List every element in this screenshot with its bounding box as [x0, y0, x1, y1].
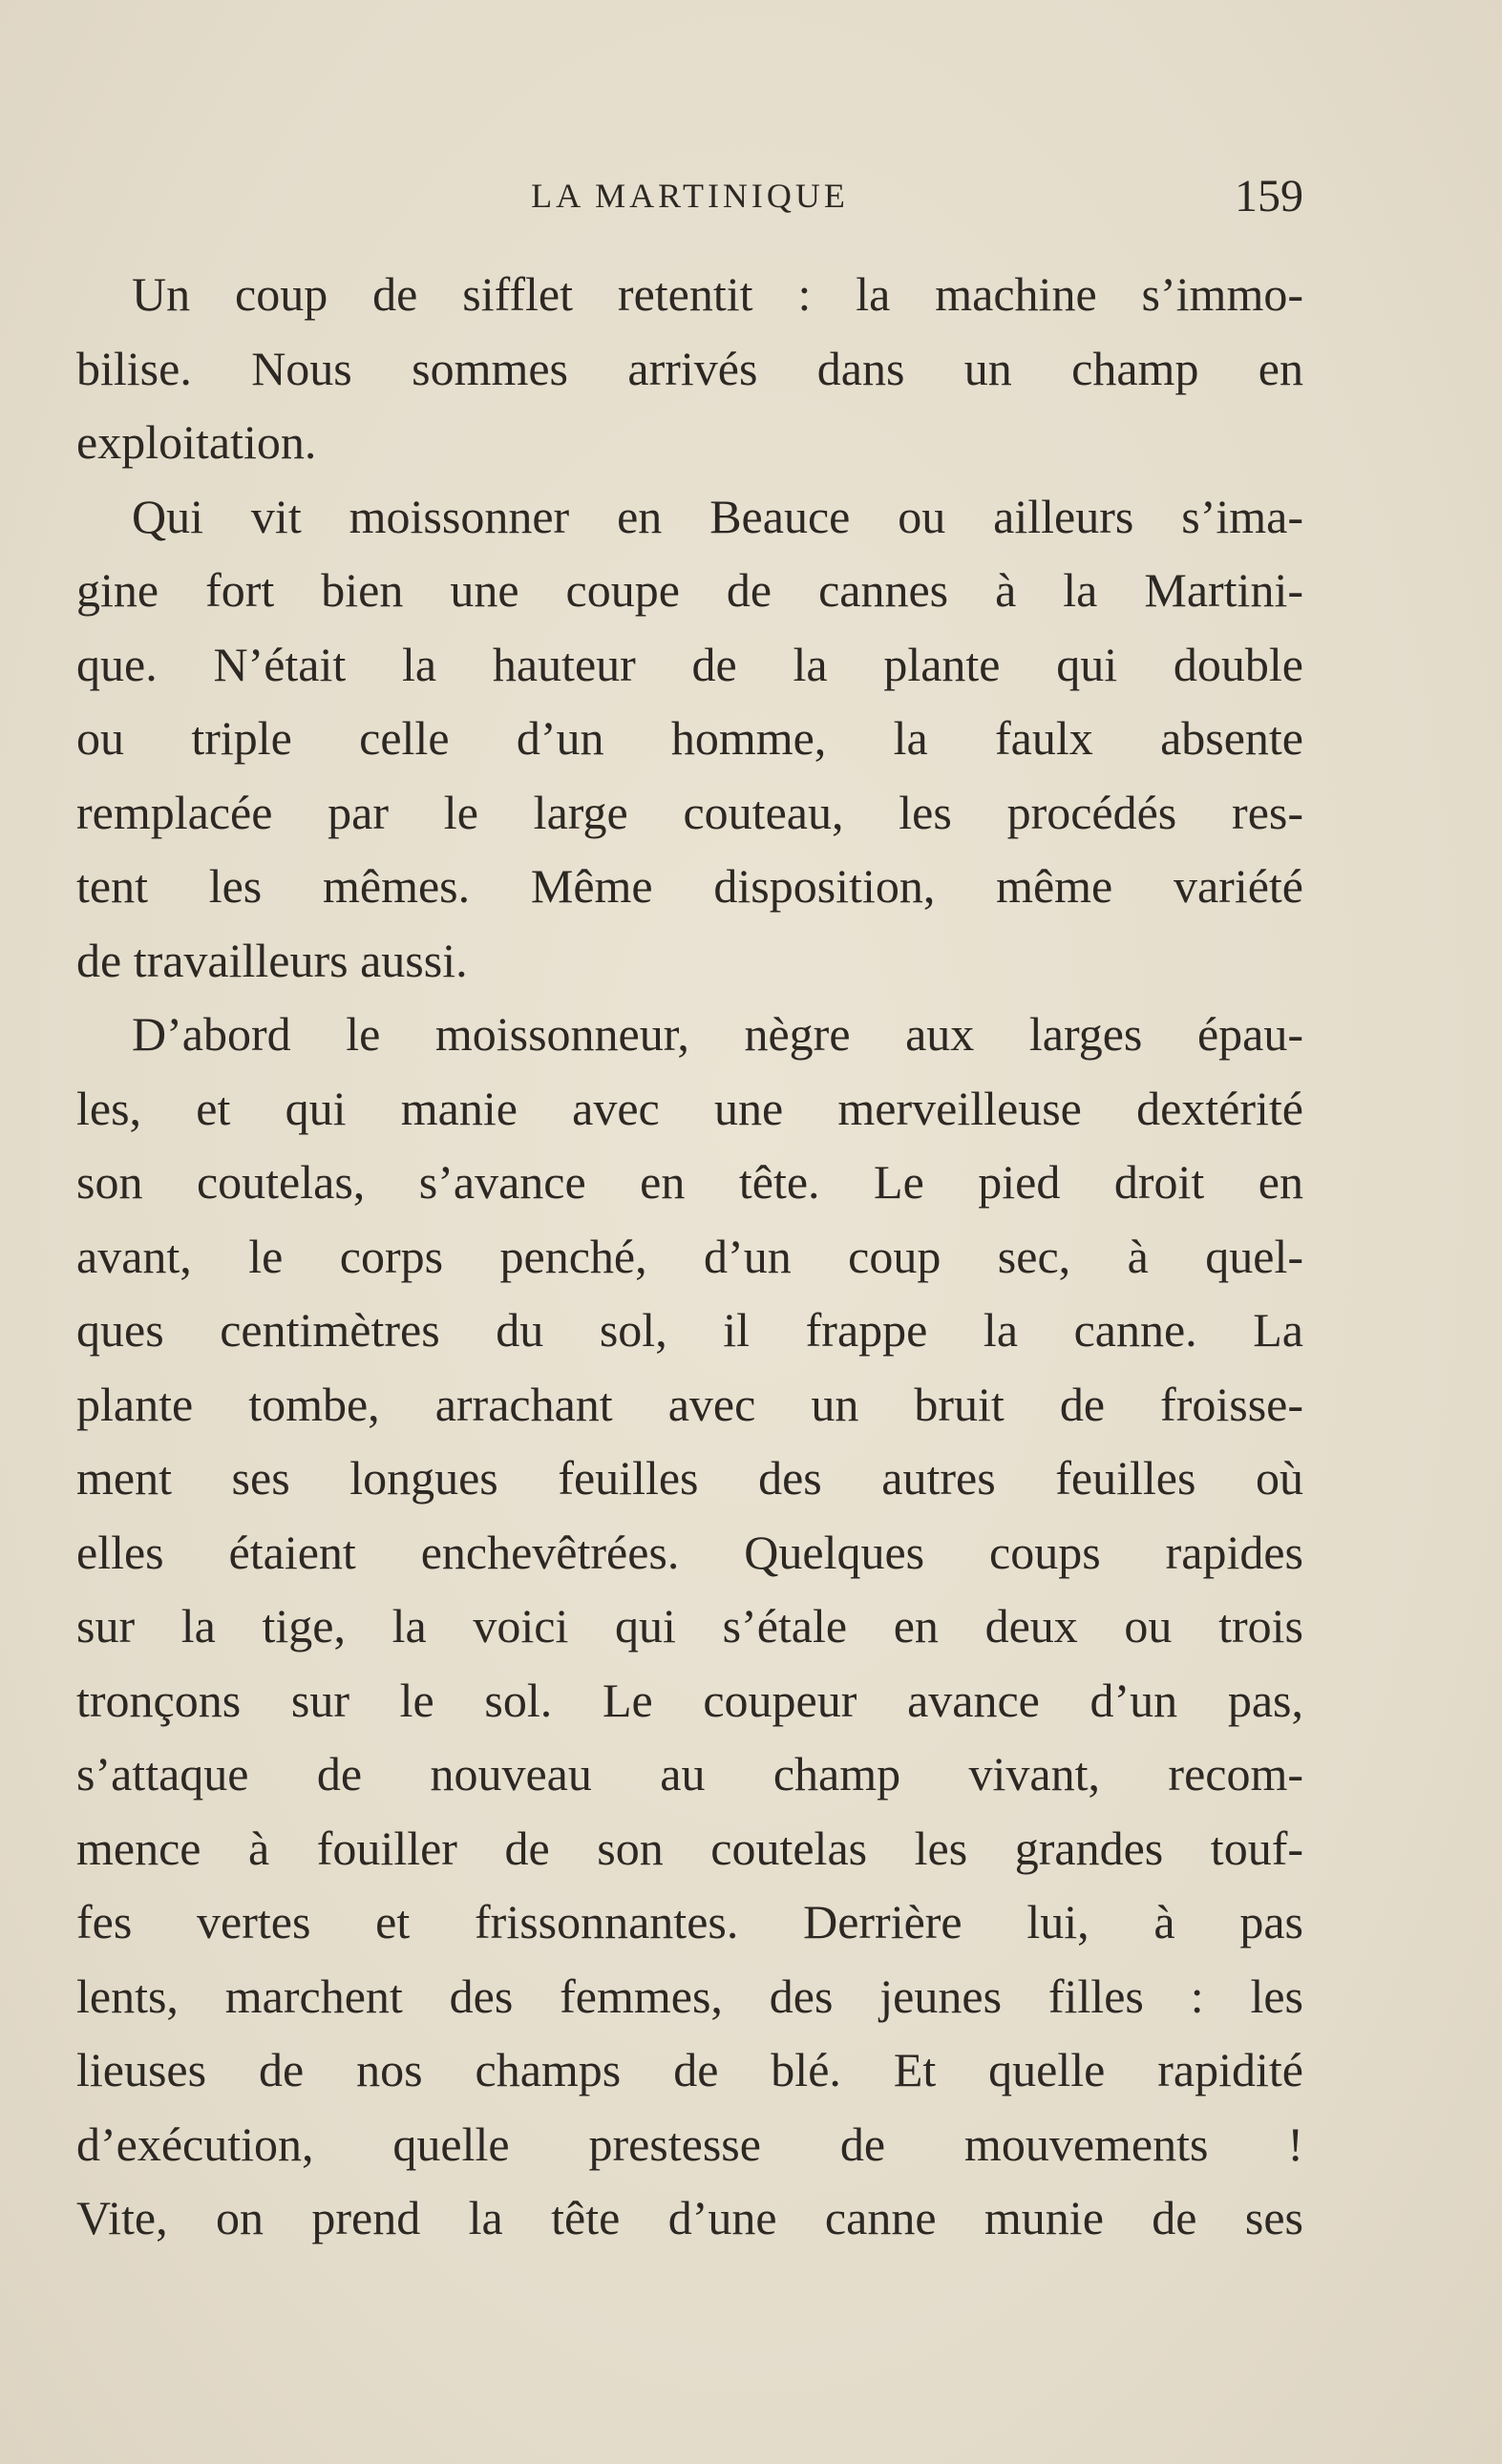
text-line: mence à fouiller de son coutelas les grandes touf- [76, 1821, 1303, 1875]
text-line: sur la tige, la voici qui s’étale en deux ou trois [76, 1599, 1303, 1653]
text-line: exploitation. [76, 415, 317, 469]
text-line: de travailleurs aussi. [76, 933, 468, 987]
text-line: que. N’était la hauteur de la plante qui double [76, 637, 1303, 691]
page-number: 159 [1235, 171, 1303, 221]
text-line: bilise. Nous sommes arrivés dans un champ en [76, 341, 1303, 395]
text-line: lents, marchent des femmes, des jeunes filles : les [76, 1969, 1303, 2023]
text-line: avant, le corps penché, d’un coup sec, à quel- [76, 1229, 1303, 1283]
text-line: elles étaient enchevêtrées. Quelques coups rapides [76, 1525, 1303, 1579]
text-line: gine fort bien une coupe de cannes à la Martini- [76, 563, 1303, 617]
text-line: lieuses de nos champs de blé. Et quelle rapidité [76, 2043, 1303, 2096]
running-head [76, 170, 1303, 221]
text-line: les, et qui manie avec une merveilleuse dextérité [76, 1081, 1303, 1135]
text-line: Vite, on prend la tête d’une canne munie de ses [76, 2191, 1303, 2244]
text-line: D’abord le moissonneur, nègre aux larges épau- [132, 1007, 1303, 1061]
text-line: fes vertes et frissonnantes. Derrière lui, à pas [76, 1895, 1303, 1948]
text-line: ou triple celle d’un homme, la faulx absente [76, 711, 1303, 765]
text-line: son coutelas, s’avance en tête. Le pied droit en [76, 1155, 1303, 1209]
text-line: d’exécution, quelle prestesse de mouvements ! [76, 2117, 1303, 2171]
body-text [76, 258, 1303, 2256]
text-line: tronçons sur le sol. Le coupeur avance d’un pas, [76, 1673, 1303, 1727]
text-line: plante tombe, arrachant avec un bruit de froisse- [76, 1377, 1303, 1431]
running-title: LA MARTINIQUE [531, 177, 849, 215]
text-line: tent les mêmes. Même disposition, même variété [76, 859, 1303, 913]
text-line: remplacée par le large couteau, les procédés res- [76, 785, 1303, 839]
text-line: Qui vit moissonner en Beauce ou ailleurs s’ima- [132, 489, 1303, 543]
text-line: Un coup de sifflet retentit : la machine s’immo- [132, 267, 1303, 321]
text-line: ment ses longues feuilles des autres feuilles où [76, 1451, 1303, 1505]
text-line: s’attaque de nouveau au champ vivant, recom- [76, 1747, 1303, 1801]
text-line: ques centimètres du sol, il frappe la canne. La [76, 1303, 1303, 1357]
